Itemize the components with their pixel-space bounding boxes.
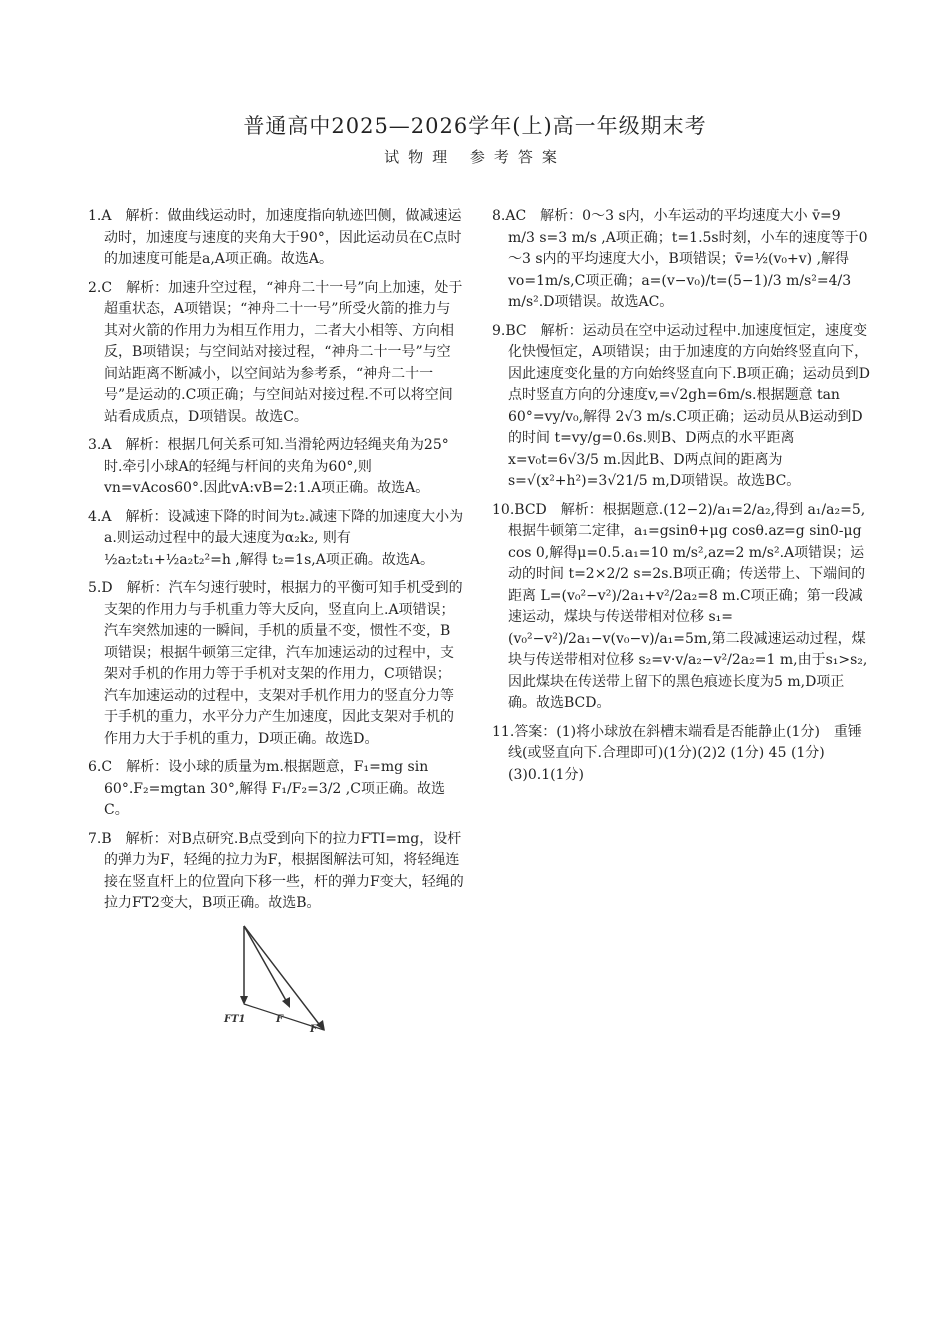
mid-arrowhead [282,997,290,1008]
answer-item-5: 5.D 解析：汽车匀速行驶时，根据力的平衡可知手机受到的支架的作用力与手机重力等大反向，竖直向上.A项错误；汽车突然加速的一瞬间，手机的质量不变，惯性不变，B项错误；根据牛顿第三定律，汽车加速运动的过程中，支架对手机的作用力等于手机对支架的作用力，C项错误；汽车加速运动的过程中，支架对手机作用力的竖直分力等于手机的重力，水平分力产生加速度，因此支架对手机的作用力大于手机的重力，D项正确。故选D。 [88,580,463,747]
page-subtitle: 试物理 参考答案 [384,148,566,166]
label-f-mid: F [276,1013,284,1025]
answer-item-11: 11.答案：(1)将小球放在斜槽末端看是否能静止(1分) 重锤线(或竖直向下.合理即可)(1分)(2)2 (1分) 45 (1分)(3)0.1(1分) [492,723,862,783]
page-title: 普通高中2025—2026学年(上)高一年级期末考 [243,114,707,138]
label-f-end: F [310,1023,318,1034]
mid-force-line [244,926,288,1004]
ft1-arrowhead [240,996,248,1005]
answer-item-1: 1.A 解析：做曲线运动时，加速度指向轨迹凹侧，做减速运动时，加速度与速度的夹角大于90°，因此运动员在C点时的加速度可能是a,A项正确。故选A。 [88,208,462,267]
answer-item-4: 4.A 解析：设减速下降的时间为t₂.减速下降的加速度大小为a.则运动过程中的最大速度为α₂k₂, 则有 ½a₂t₂t₁+½a₂t₂²=h ,解得 t₂=1s,A项正确。故选A。 [88,508,464,568]
answer-item-9: 9.BC 解析：运动员在空中运动过程中.加速度恒定，速度变化快慢恒定，A项错误；由于加速度的方向始终竖直向下，因此速度变化量的方向始终竖直向下.B项正确；运动员到D点时竖直方向的分速度v,=√2gh=6m/s.根据题意 tan 60°=vy/v₀,解得 2√3 m/s.C项正确；运动员从B运动到D的时间 t=vy/g=0.6s.则B、D两点的水平距离 x=v₀t=6√3/5 m.因此B、D两点间的距离为s=√(x²+h²)=3√21/5 m,D项错误。故选BC。 [492,322,870,489]
answer-item-2: 2.C 解析：加速升空过程，“神舟二十一号”向上加速，处于超重状态，A项错误；“神舟二十一号”所受火箭的推力与其对火箭的作用力为相互作用力，二者大小相等、方向相反，B项错误；与空间站对接过程，“神舟二十一号”与空间站距离不断减小，以空间站为参考系，“神舟二十一号”是运动的.C项正确；与空间站对接过程.不可以将空间站看成质点，D项错误。故选C。 [88,279,463,425]
left-column [88,206,464,1041]
right-column [492,206,870,793]
answer-item-7: 7.B 解析：对B点研究.B点受到向下的拉力FTI=mg，设杆的弹力为F，轻绳的拉力为F，根据图解法可知，将轻绳连接在竖直杆上的位置向下移一些，杆的弹力F变大，轻绳的拉力FT2变大，B项正确。故选B。 [88,830,464,911]
force-diagram [218,924,338,1034]
answer-item-6: 6.C 解析：设小球的质量为m.根据题意，F₁=mg sin 60°.F₂=mgtan 30°,解得 F₁/F₂=3/2 ,C项正确。故选C。 [88,759,445,818]
answer-item-3: 3.A 解析：根据几何关系可知.当滑轮两边轻绳夹角为25°时.牵引小球A的轻绳与杆间的夹角为60°,则vn=vAcos60°.因此vA:vB=2:1.A项正确。故选A。 [88,437,449,496]
label-ft1: FT1 [224,1013,246,1025]
answer-item-10: 10.BCD 解析：根据题意.(12−2)/a₁=2/a₂,得到 a₁/a₂=5,根据牛顿第二定律，a₁=gsinθ+μg cosθ.az=g sin0-μg cos 0,解得μ=0.5.a₁=10 m/s²,az=2 m/s².A项错误；运动的时间 t=2×2/2 s=2s.B项正确；传送带上、下端间的距离 L=(v₀²−v²)/2a₁+v²/2a₂=8 m.C项正确；第一段减速运动，煤块与传送带相对位移 s₁=(v₀²−v²)/2a₁−v(v₀−v)/a₁=5m,第二段减速运动过程，煤块与传送带相对位移 s₂=v·v/a₂−v²/2a₂=1 m,由于s₁>s₂,因此煤块在传送带上留下的黑色痕迹长度为5 m,D项正确。故选BCD。 [492,501,868,711]
end-force-line [244,926,322,1028]
answer-item-8: 8.AC 解析：0～3 s内，小车运动的平均速度大小 v̄=9 m/3 s=3 m/s ,A项正确；t=1.5s时刻，小车的速度等于0～3 s内的平均速度大小，B项错误；v̄=½(v₀+v) ,解得 vo=1m/s,C项正确；a=(v−v₀)/t=(5−1)/3 m/s²=4/3 m/s².D项错误。故选AC。 [492,208,868,310]
